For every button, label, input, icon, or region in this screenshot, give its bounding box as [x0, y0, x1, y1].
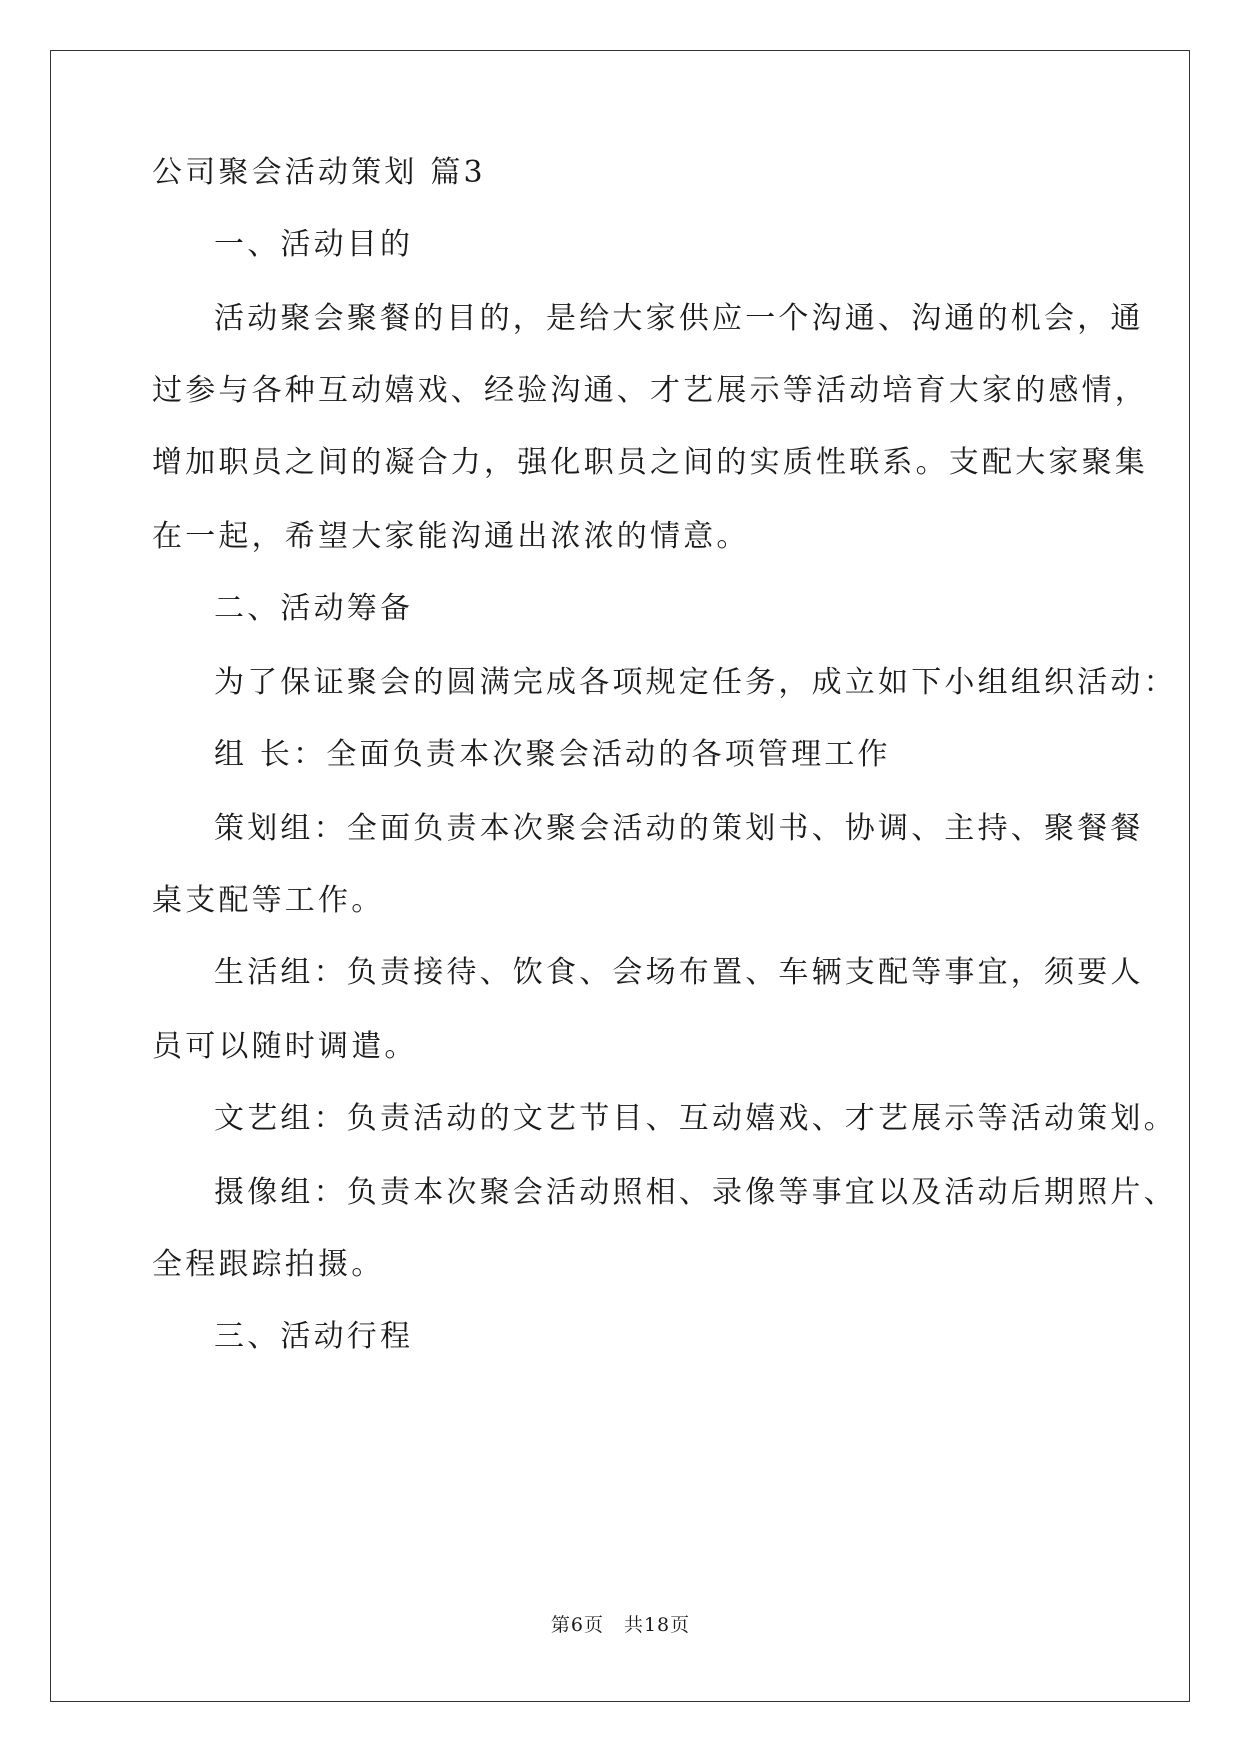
section-heading: 二、活动筹备 — [214, 591, 414, 626]
paragraph-line: 文艺组：负责活动的文艺节目、互动嬉戏、才艺展示等活动策划。 — [214, 1101, 1177, 1136]
current-page-label: 第6页 — [550, 1614, 604, 1636]
paragraph-line: 过参与各种互动嬉戏、经验沟通、才艺展示等活动培育大家的感情， — [152, 373, 1148, 408]
paragraph-line: 活动聚会聚餐的目的，是给大家供应一个沟通、沟通的机会，通 — [214, 301, 1144, 336]
paragraph-line: 组 长：全面负责本次聚会活动的各项管理工作 — [214, 737, 891, 772]
page-border — [50, 50, 1190, 1702]
paragraph-line: 全程跟踪拍摄。 — [152, 1247, 385, 1282]
section-heading: 一、活动目的 — [214, 227, 414, 262]
paragraph-line: 策划组：全面负责本次聚会活动的策划书、协调、主持、聚餐餐 — [214, 811, 1144, 846]
paragraph-line: 生活组：负责接待、饮食、会场布置、车辆支配等事宜，须要人 — [214, 955, 1144, 990]
paragraph-line: 增加职员之间的凝合力，强化职员之间的实质性联系。支配大家聚集 — [152, 445, 1148, 480]
paragraph-line: 在一起，希望大家能沟通出浓浓的情意。 — [152, 519, 750, 554]
paragraph-line: 桌支配等工作。 — [152, 883, 385, 918]
page-footer — [0, 1610, 1241, 1637]
paragraph-line: 摄像组：负责本次聚会活动照相、录像等事宜以及活动后期照片、 — [214, 1175, 1177, 1210]
paragraph-line: 为了保证聚会的圆满完成各项规定任务，成立如下小组组织活动： — [214, 665, 1177, 700]
paragraph-line: 员可以随时调遣。 — [152, 1029, 418, 1064]
section-heading: 三、活动行程 — [214, 1319, 414, 1354]
document-title: 公司聚会活动策划 篇3 — [152, 155, 486, 190]
total-pages-label: 共18页 — [623, 1614, 691, 1636]
